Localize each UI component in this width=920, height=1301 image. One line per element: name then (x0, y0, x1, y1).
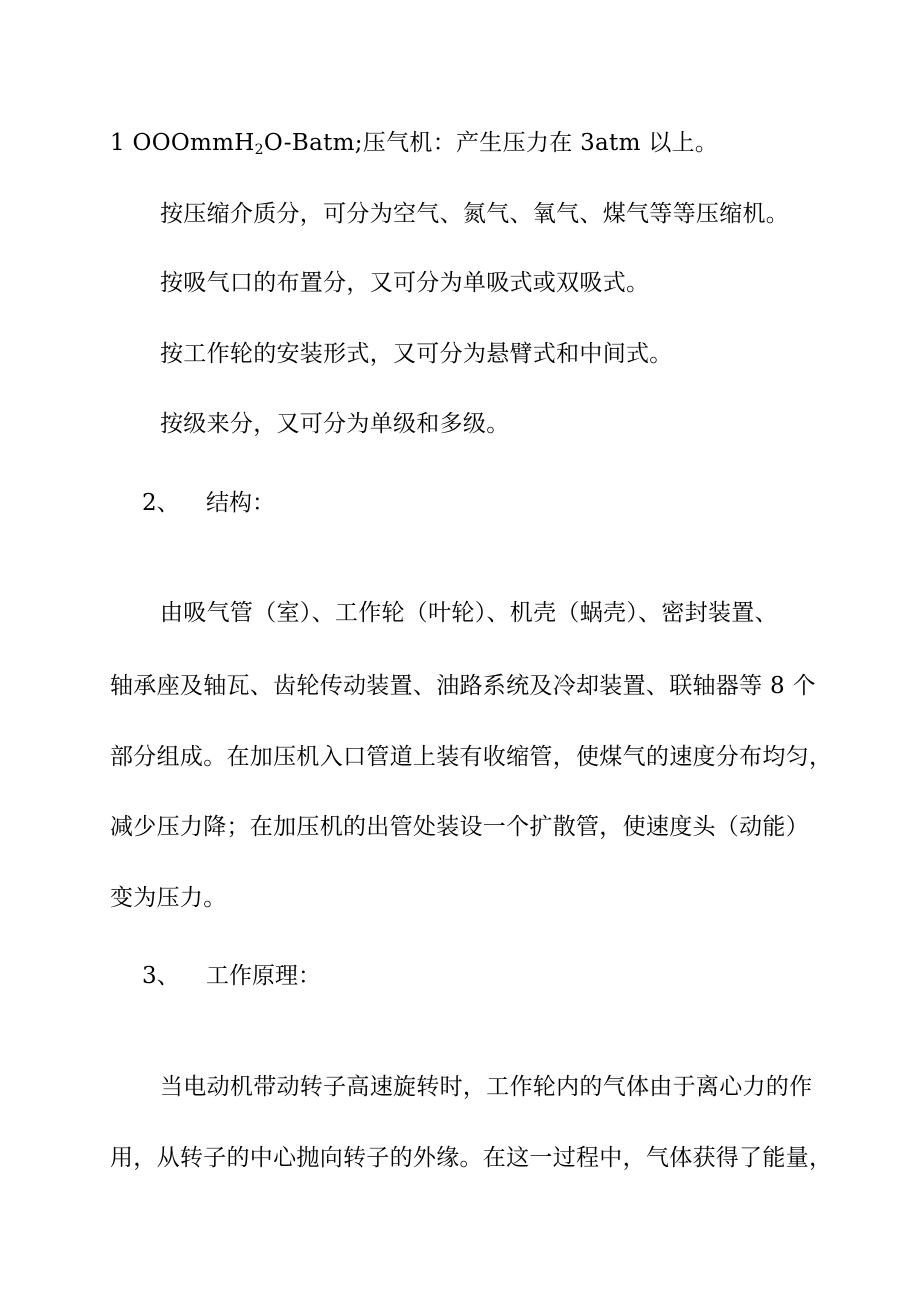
structure-paragraph-line: 减少压力降；在加压机的出管处装设一个扩散管，使速度头（动能） (110, 814, 809, 840)
section-heading-principle (142, 961, 321, 991)
classification-by-inlet: 按吸气口的布置分，又可分为单吸式或双吸式。 (160, 270, 650, 296)
section-heading-structure (142, 488, 275, 518)
subscript-2: 2 (254, 142, 264, 158)
section-number: 3、 (142, 963, 180, 989)
structure-paragraph-line: 由吸气管（室）、工作轮（叶轮）、机壳（蜗壳）、密封装置、 (160, 600, 778, 626)
section-title: 工作原理： (206, 963, 321, 989)
classification-by-mounting: 按工作轮的安装形式，又可分为悬臂式和中间式。 (160, 341, 673, 367)
pressure-text-part2: O-Batm;压气机：产生压力在 3atm 以上。 (263, 130, 719, 156)
principle-paragraph-line: 当电动机带动转子高速旋转时，工作轮内的气体由于离心力的作 (160, 1074, 813, 1100)
section-number: 2、 (142, 490, 180, 516)
pressure-text-part1: 1 OOOmmH (110, 130, 255, 156)
structure-paragraph-line: 变为压力。 (110, 885, 227, 911)
structure-paragraph-line: 部分组成。在加压机入口管道上装有收缩管，使煤气的速度分布均匀， (110, 744, 833, 770)
pressure-range-line (110, 128, 718, 158)
section-title: 结构： (206, 490, 275, 516)
classification-by-stage: 按级来分，又可分为单级和多级。 (160, 411, 510, 437)
structure-paragraph-line: 轴承座及轴瓦、齿轮传动装置、油路系统及冷却装置、联轴器等 8 个 (110, 673, 816, 699)
classification-by-medium: 按压缩介质分，可分为空气、氮气、氧气、煤气等等压缩机。 (160, 201, 790, 227)
principle-paragraph-line: 用，从转子的中心抛向转子的外缘。在这一过程中，气体获得了能量， (110, 1145, 833, 1171)
